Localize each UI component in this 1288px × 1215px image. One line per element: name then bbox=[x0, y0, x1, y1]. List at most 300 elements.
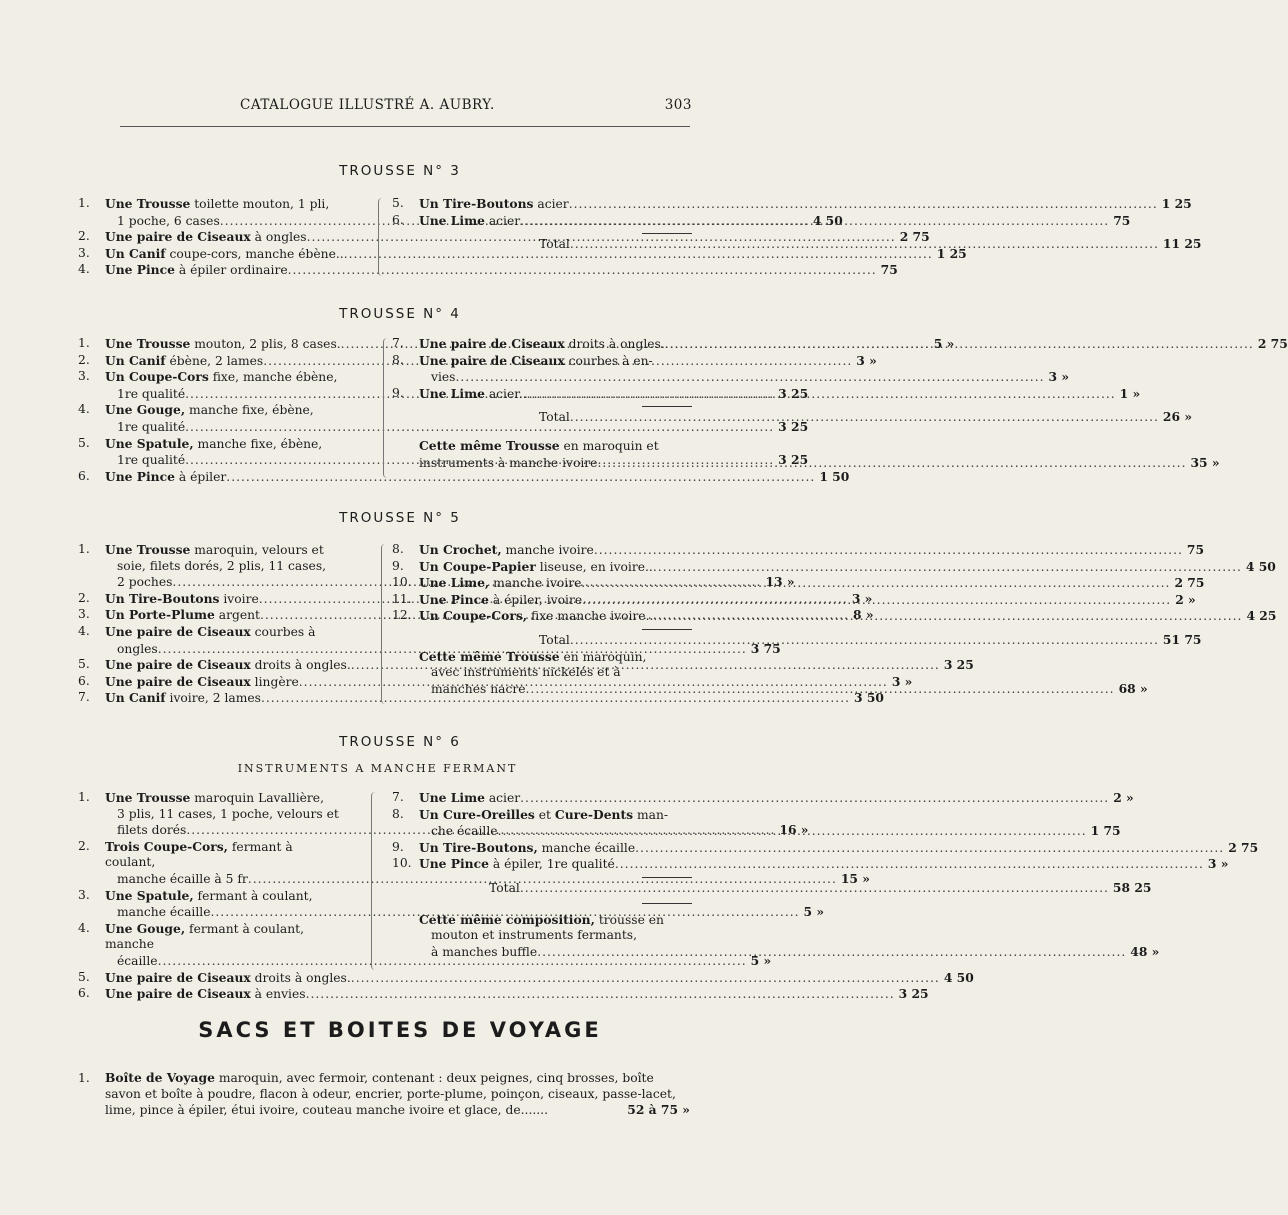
leader-dots bbox=[570, 237, 1159, 253]
catalogue-item bbox=[392, 336, 1288, 353]
item-price: 2 75 bbox=[1174, 575, 1205, 591]
item-line bbox=[105, 402, 346, 419]
item-number: 3. bbox=[78, 887, 90, 902]
variant-text-cont2: à manches buffle bbox=[431, 944, 538, 959]
item-number: 5. bbox=[392, 196, 404, 210]
item-text bbox=[105, 469, 226, 486]
item-price: 75 bbox=[880, 262, 898, 278]
item-name: Une Trousse bbox=[105, 196, 191, 211]
leader-dots bbox=[288, 263, 877, 279]
item-name: Une paire de Ciseaux bbox=[105, 229, 251, 245]
item-text bbox=[105, 591, 259, 608]
item-text bbox=[105, 690, 261, 707]
item-price: 5 » bbox=[750, 952, 772, 968]
total-row bbox=[392, 879, 1152, 897]
item-line bbox=[419, 807, 692, 824]
item-price: 1 75 bbox=[1090, 823, 1121, 839]
leader-dots bbox=[351, 971, 940, 987]
item-line bbox=[419, 558, 1276, 576]
item-description: ivoire bbox=[219, 591, 259, 606]
item-name: Une paire de Ciseaux bbox=[105, 969, 251, 985]
leader-dots bbox=[455, 370, 1044, 386]
item-name: Un Porte-Plume bbox=[105, 607, 215, 623]
variant-name: Cette même Trousse bbox=[419, 437, 560, 453]
item-number: 5. bbox=[78, 435, 90, 450]
item-number: 9. bbox=[392, 385, 404, 400]
item-description: fermant à coulant, bbox=[105, 839, 293, 870]
item-description-cont: 1re qualité bbox=[117, 419, 186, 434]
item-description-2: man- bbox=[633, 807, 669, 822]
item-name: Une paire de Ciseaux bbox=[105, 673, 251, 689]
item-description: droits à ongles. bbox=[250, 658, 351, 673]
item-line bbox=[419, 839, 1259, 857]
leader-dots bbox=[537, 945, 1126, 961]
variant-text: trousse en bbox=[594, 912, 664, 927]
item-number: 7. bbox=[392, 336, 404, 350]
section-title-trousse-3: TROUSSE N° 3 bbox=[339, 163, 461, 179]
variant-price: 68 » bbox=[1118, 680, 1148, 696]
item-line bbox=[105, 888, 346, 905]
leader-dots bbox=[570, 633, 1159, 649]
item-price: 2 75 bbox=[899, 229, 930, 245]
catalogue-item bbox=[78, 969, 974, 987]
item-description: droits à ongles. bbox=[564, 337, 665, 351]
variant-text-cont: avec instruments nickelés et à bbox=[431, 665, 621, 680]
item-line bbox=[419, 353, 692, 370]
catalogue-item bbox=[392, 591, 1196, 609]
item-description: à épiler bbox=[174, 469, 227, 484]
item-description: manche ivoire bbox=[489, 576, 582, 591]
item-line bbox=[419, 790, 1134, 807]
item-price: 3 25 bbox=[778, 452, 809, 468]
voyage-entry bbox=[78, 1070, 690, 1118]
item-number: 10. bbox=[392, 856, 412, 871]
item-text bbox=[419, 559, 653, 576]
catalogue-item bbox=[392, 856, 1229, 873]
catalogue-item bbox=[78, 690, 884, 707]
total-price: 11 25 bbox=[1162, 236, 1202, 252]
page-header bbox=[75, 97, 692, 117]
catalogue-item bbox=[392, 790, 1134, 807]
item-description-cont2: filets dorés bbox=[117, 823, 187, 838]
item-number: 6. bbox=[392, 212, 404, 227]
item-name: Une paire de Ciseaux bbox=[419, 352, 565, 368]
leader-dots bbox=[597, 456, 1186, 472]
item-description-cont: che écaille bbox=[431, 824, 498, 839]
item-price: 3 25 bbox=[943, 657, 974, 673]
item-name-2: Cure-Dents bbox=[554, 806, 634, 822]
item-description-cont: vies bbox=[431, 370, 456, 385]
item-name: Une paire de Ciseaux bbox=[105, 657, 251, 673]
item-description: courbes à bbox=[250, 624, 316, 639]
item-number: 8. bbox=[392, 352, 404, 367]
item-name: Une Lime, bbox=[419, 575, 490, 591]
leader-dots bbox=[615, 857, 1204, 873]
leader-dots bbox=[520, 214, 1109, 230]
item-description-cont: 1re qualité bbox=[117, 453, 186, 468]
item-number: 4. bbox=[78, 262, 90, 277]
item-description-cont: écaille bbox=[117, 953, 158, 968]
item-number: 7. bbox=[392, 790, 404, 804]
header-rule bbox=[120, 126, 690, 127]
variant-price: 35 » bbox=[1190, 454, 1220, 470]
item-description: manche ivoire bbox=[501, 543, 594, 557]
item-name: Un Canif bbox=[105, 690, 166, 706]
catalogue-item bbox=[392, 608, 1277, 625]
leader-dots bbox=[635, 841, 1224, 857]
item-price: 3 » bbox=[891, 673, 913, 689]
item-price: 3 » bbox=[1207, 856, 1229, 872]
item-description: à envies bbox=[250, 987, 306, 1002]
leader-dots bbox=[570, 410, 1159, 426]
item-line bbox=[105, 369, 346, 386]
item-number: 2. bbox=[78, 352, 90, 367]
item-line bbox=[105, 790, 346, 807]
item-line bbox=[105, 969, 974, 987]
item-price: 2 75 bbox=[1257, 336, 1288, 351]
leader-dots bbox=[306, 987, 895, 1003]
item-text bbox=[419, 575, 581, 592]
total-rule bbox=[642, 406, 692, 407]
item-line bbox=[105, 436, 346, 453]
item-line bbox=[105, 542, 346, 559]
item-description: à épiler, 1re qualité bbox=[488, 857, 615, 872]
item-description: manche écaille bbox=[537, 840, 636, 855]
item-text bbox=[419, 213, 520, 230]
total-rule bbox=[642, 233, 692, 234]
variant-entry bbox=[392, 911, 1160, 961]
total-rule bbox=[642, 877, 692, 878]
item-name: Une Pince bbox=[105, 262, 175, 278]
item-price: 52 à 75 » bbox=[627, 1102, 690, 1117]
item-name: Une Pince bbox=[105, 468, 175, 484]
item-name: Un Coupe-Papier bbox=[419, 558, 536, 574]
item-line bbox=[105, 986, 929, 1003]
leader-dots bbox=[520, 881, 1109, 897]
catalogue-item bbox=[392, 839, 1259, 857]
item-description-cont: manche écaille bbox=[117, 905, 211, 920]
item-text bbox=[105, 607, 260, 624]
section-title-trousse-5: TROUSSE N° 5 bbox=[339, 510, 461, 526]
item-text bbox=[105, 246, 344, 263]
item-line-last bbox=[105, 418, 809, 436]
item-description-cont: manche écaille à 5 fr bbox=[117, 871, 248, 886]
item-description: manche fixe, ébène, bbox=[193, 436, 323, 451]
item-description: coupe-cors, manche ébène.. bbox=[165, 246, 344, 261]
item-number: 9. bbox=[392, 558, 404, 573]
leader-dots bbox=[226, 470, 815, 486]
item-line bbox=[105, 468, 850, 486]
item-number: 10. bbox=[392, 575, 412, 590]
item-price: 1 » bbox=[1119, 385, 1141, 401]
item-price: 3 » bbox=[856, 352, 877, 368]
item-description: ivoire, 2 lames bbox=[165, 691, 261, 706]
catalogue-item bbox=[78, 986, 929, 1003]
item-number: 3. bbox=[78, 245, 90, 260]
variant-text-cont: mouton et instruments fermants, bbox=[431, 928, 637, 943]
item-price: 2 75 bbox=[1228, 839, 1259, 855]
item-name: Une Spatule, bbox=[105, 887, 194, 903]
item-description: liseuse, en ivoire.. bbox=[535, 559, 653, 574]
leader-dots bbox=[526, 682, 1115, 698]
item-description-cont: 3 plis, 11 cases, 1 poche, velours et bbox=[117, 806, 339, 821]
leader-dots bbox=[498, 824, 1087, 840]
variant-name: Cette même composition, bbox=[419, 911, 595, 927]
item-description-cont: ongles bbox=[117, 641, 158, 656]
item-name: Une Gouge, bbox=[105, 402, 186, 418]
item-line bbox=[105, 245, 967, 263]
item-number: 11. bbox=[392, 591, 412, 606]
item-description: maroquin, avec fermoir, contenant : deux peignes, cinq brosses, boîte savon et boîte à poudre, flacon à odeur, encrier, porte-plume, poinçon, ciseaux, passe-lacet, lime, pince à épiler, étui ivoire, couteau manche ivoire et glace, de bbox=[105, 1071, 676, 1117]
item-line bbox=[105, 624, 346, 641]
item-price: 4 50 bbox=[1245, 558, 1276, 574]
item-description: fixe, manche ébène, bbox=[208, 370, 338, 385]
item-text bbox=[105, 674, 299, 691]
item-price: 75 bbox=[1113, 212, 1131, 228]
item-text bbox=[419, 790, 520, 807]
item-number: 6. bbox=[78, 673, 90, 688]
leader-dots bbox=[653, 560, 1242, 576]
item-number: 1. bbox=[78, 790, 90, 804]
item-name: Un Canif bbox=[105, 245, 166, 261]
item-name: Un Coupe-Cors bbox=[105, 369, 209, 385]
item-description: à épiler, ivoire bbox=[488, 592, 583, 607]
variant-name: Cette même Trousse bbox=[419, 648, 560, 664]
total-price: 51 75 bbox=[1162, 631, 1202, 647]
item-name: Boîte de Voyage bbox=[105, 1070, 215, 1085]
item-text bbox=[419, 196, 569, 213]
item-line-last bbox=[105, 952, 772, 970]
item-text bbox=[419, 608, 653, 625]
item-name: Une Gouge, bbox=[105, 920, 186, 936]
item-text bbox=[419, 856, 615, 873]
item-name: Une paire de Ciseaux bbox=[105, 986, 251, 1002]
leader-dots bbox=[653, 609, 1242, 625]
variant-price: 48 » bbox=[1130, 943, 1160, 959]
brace-divider bbox=[381, 544, 390, 704]
item-line bbox=[105, 839, 346, 871]
leader-dots bbox=[527, 387, 1116, 403]
item-number: 6. bbox=[78, 468, 90, 483]
total-rule bbox=[642, 629, 692, 630]
item-description-cont: soie, filets dorés, 2 plis, 11 cases, bbox=[117, 558, 327, 573]
item-description-cont: 1re qualité bbox=[117, 386, 186, 401]
item-number: 1. bbox=[78, 336, 90, 350]
item-name: Une Lime bbox=[419, 212, 485, 228]
item-text bbox=[419, 542, 594, 559]
leader-dots bbox=[665, 337, 1254, 353]
item-number: 8. bbox=[392, 806, 404, 821]
total-rule bbox=[642, 903, 692, 904]
item-price: 1 50 bbox=[819, 468, 850, 484]
item-price: 4 25 bbox=[1246, 608, 1277, 624]
item-text bbox=[105, 970, 351, 987]
item-price: 4 50 bbox=[943, 969, 974, 985]
item-line bbox=[105, 262, 898, 279]
item-name: Une paire de Ciseaux bbox=[105, 623, 251, 639]
variant-text-cont: instruments à manche ivoire bbox=[419, 455, 598, 470]
item-text bbox=[419, 336, 665, 353]
item-price: 5 » bbox=[803, 904, 825, 920]
item-price: 3 » bbox=[1048, 369, 1070, 385]
section-title-sacs-boites-voyage: SACS ET BOITES DE VOYAGE bbox=[198, 1018, 602, 1042]
item-number: 2. bbox=[78, 838, 90, 853]
total-label: Total bbox=[539, 237, 570, 252]
item-name: Une Lime bbox=[419, 790, 485, 805]
item-price: 1 25 bbox=[936, 245, 967, 261]
item-line bbox=[419, 608, 1277, 625]
item-description: acier.. bbox=[484, 386, 527, 401]
page-number: 303 bbox=[664, 97, 692, 113]
item-name: Une Trousse bbox=[105, 790, 191, 805]
item-number: 2. bbox=[78, 590, 90, 605]
item-number: 6. bbox=[78, 986, 90, 1001]
item-description: fermant à coulant, manche bbox=[105, 921, 304, 952]
item-description: toilette mouton, 1 pli, bbox=[190, 197, 330, 211]
variant-text: en maroquin et bbox=[559, 438, 659, 453]
running-title: CATALOGUE ILLUSTRÉ A. AUBRY. bbox=[240, 97, 495, 113]
item-name: Une Pince bbox=[419, 856, 489, 872]
item-name: Une Lime bbox=[419, 385, 485, 401]
item-name: Un Tire-Boutons bbox=[105, 590, 220, 606]
catalogue-item bbox=[78, 262, 898, 279]
total-label: Total bbox=[489, 880, 520, 895]
catalogue-item bbox=[392, 542, 1205, 559]
item-name: Une Spatule, bbox=[105, 435, 194, 451]
leader-dots bbox=[582, 590, 1171, 609]
item-name: Une Trousse bbox=[105, 336, 191, 351]
item-name: Un Cure-Oreilles bbox=[419, 806, 535, 822]
item-text bbox=[419, 592, 582, 609]
item-price: 2 » bbox=[1113, 790, 1134, 805]
total-label: Total bbox=[539, 410, 570, 425]
leader-dots: ....... bbox=[520, 1103, 549, 1117]
item-price: 3 50 bbox=[854, 690, 884, 706]
item-description: argent bbox=[214, 608, 260, 623]
item-description-cont2: 2 poches bbox=[117, 575, 173, 590]
item-description: droits à ongles. bbox=[250, 970, 351, 985]
item-price: 3 25 bbox=[778, 385, 809, 401]
item-number: 4. bbox=[78, 402, 90, 417]
leader-dots bbox=[520, 791, 1109, 807]
item-number: 3. bbox=[78, 369, 90, 384]
leader-dots bbox=[594, 543, 1183, 559]
brace-divider bbox=[371, 792, 380, 970]
item-name: Un Coupe-Cors, bbox=[419, 608, 528, 624]
total-label: Total bbox=[539, 632, 570, 647]
catalogue-item bbox=[392, 196, 1192, 213]
brace-divider bbox=[383, 338, 392, 478]
item-line bbox=[105, 690, 884, 707]
item-price: 3 75 bbox=[750, 640, 781, 656]
item-name: Une Trousse bbox=[105, 542, 191, 557]
item-name: Une paire de Ciseaux bbox=[419, 336, 565, 351]
item-description: courbes à en- bbox=[564, 353, 653, 368]
item-description: manche fixe, ébène, bbox=[185, 403, 314, 418]
item-price: 5 » bbox=[933, 336, 955, 351]
item-line bbox=[419, 542, 1205, 559]
item-name: Un Canif bbox=[105, 352, 166, 368]
item-number: 12. bbox=[392, 608, 412, 623]
item-number: 1. bbox=[78, 196, 90, 210]
item-price: 13 » bbox=[765, 574, 795, 590]
item-price: 3 25 bbox=[898, 986, 929, 1002]
item-description: maroquin, velours et bbox=[190, 543, 324, 557]
item-text bbox=[419, 386, 527, 403]
item-text bbox=[105, 262, 288, 279]
item-text bbox=[105, 336, 341, 353]
item-number: 9. bbox=[392, 839, 404, 854]
item-number: 3. bbox=[78, 607, 90, 622]
item-line bbox=[419, 591, 1196, 609]
leader-dots bbox=[581, 576, 1170, 592]
item-price: 16 » bbox=[779, 822, 809, 838]
item-description: à épiler ordinaire bbox=[174, 263, 288, 278]
item-description: acier bbox=[484, 791, 521, 805]
item-description: et bbox=[534, 807, 555, 822]
item-description: à ongles bbox=[250, 230, 307, 245]
section-title-trousse-6: TROUSSE N° 6 bbox=[339, 734, 461, 750]
item-line bbox=[105, 196, 346, 213]
item-number: 8. bbox=[392, 542, 404, 556]
item-description: acier bbox=[533, 197, 569, 211]
catalogue-item bbox=[78, 245, 967, 263]
section-title-trousse-4: TROUSSE N° 4 bbox=[339, 306, 461, 322]
item-name: Un Crochet, bbox=[419, 542, 502, 557]
item-number: 7. bbox=[78, 690, 90, 705]
item-description: lingère bbox=[250, 674, 299, 689]
item-price: 4 50 bbox=[812, 212, 843, 228]
item-price: 15 » bbox=[840, 870, 870, 886]
item-name: Un Tire-Boutons bbox=[419, 196, 534, 211]
item-description: mouton, 2 plis, 8 cases. bbox=[190, 337, 341, 351]
item-price: 8 » bbox=[853, 607, 874, 623]
item-number: 1. bbox=[78, 1071, 90, 1085]
item-text bbox=[419, 840, 635, 857]
item-description: fermant à coulant, bbox=[193, 888, 313, 903]
item-description: ébène, 2 lames bbox=[165, 353, 264, 368]
item-text bbox=[105, 657, 351, 674]
item-price: 2 » bbox=[1175, 591, 1196, 607]
variant-text: en maroquin, bbox=[559, 649, 647, 664]
item-line bbox=[419, 196, 1192, 213]
item-price: 3 » bbox=[851, 590, 873, 606]
item-line bbox=[419, 336, 1288, 353]
section-subtitle-trousse-6: INSTRUMENTS A MANCHE FERMANT bbox=[237, 762, 518, 775]
item-name: Un Tire-Boutons, bbox=[419, 839, 538, 855]
catalogue-item bbox=[392, 558, 1276, 576]
total-price: 58 25 bbox=[1112, 879, 1152, 895]
item-name: Trois Coupe-Cors, bbox=[105, 838, 228, 854]
item-text bbox=[105, 986, 306, 1003]
variant-text-cont2: manches nacre bbox=[431, 681, 526, 696]
item-line bbox=[105, 921, 346, 953]
total-price: 26 » bbox=[1162, 409, 1193, 425]
item-number: 5. bbox=[78, 657, 90, 672]
item-price: 1 25 bbox=[1161, 196, 1192, 211]
item-number: 2. bbox=[78, 229, 90, 244]
item-line-last bbox=[419, 369, 1070, 386]
item-description: fixe manche ivoire.. bbox=[527, 609, 654, 624]
item-number: 5. bbox=[78, 969, 90, 984]
catalogue-item bbox=[392, 352, 1070, 386]
catalogue-item bbox=[78, 468, 850, 486]
item-number: 4. bbox=[78, 920, 90, 935]
item-price: 3 25 bbox=[778, 418, 809, 434]
item-price: 75 bbox=[1186, 542, 1205, 557]
brace-divider bbox=[378, 198, 387, 276]
item-text bbox=[105, 353, 263, 370]
